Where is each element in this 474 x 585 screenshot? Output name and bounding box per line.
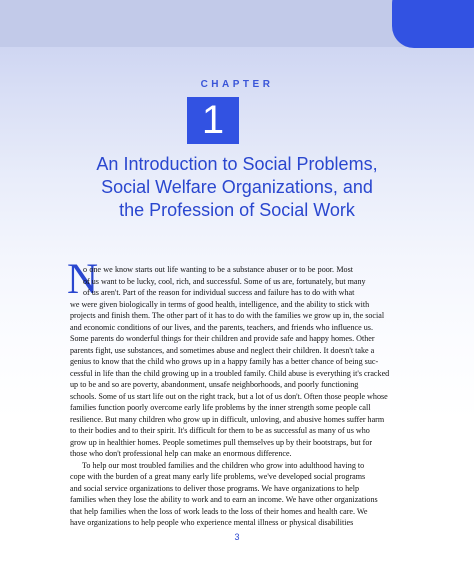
- chapter-title-line: Social Welfare Organizations, and: [101, 177, 373, 197]
- page-number: 3: [234, 532, 240, 542]
- body-line: cessful in life than the child growing up in a troubled family. Child abuse is everything it's cracked: [70, 368, 390, 378]
- chapter-title: [30, 153, 444, 222]
- body-line: have organizations to help people who experience mental illness or physical disabilities: [70, 518, 354, 527]
- body-text: [70, 264, 390, 529]
- body-line: of us aren't. Part of the reason for individual success and failure has to do with what: [83, 288, 355, 297]
- body-line: o one we know starts out life wanting to be a substance abuser or to be poor. Most: [83, 265, 353, 274]
- body-line: and social service organizations to deliver those programs. We have organizations to help: [70, 483, 360, 493]
- body-line: Some parents do wonderful things for their children and provide safe and happy homes. Other: [70, 334, 375, 343]
- body-line: resilience. But many children who grow up in difficult, unloving, and abusive homes suffer harm: [70, 414, 385, 424]
- chapter-title-line: An Introduction to Social Problems,: [96, 154, 378, 174]
- chapter-title-line: the Profession of Social Work: [119, 200, 355, 220]
- body-line: and economic conditions of our lives, and the parents, teachers, and friends who influence us.: [70, 322, 373, 332]
- body-line: that help families when the loss of work leads to the loss of their homes and health care. We: [70, 506, 368, 516]
- body-line: schools. Some of us start life out on the right track, but a lot of us don't. Often those people whose: [70, 391, 388, 401]
- body-line: projects and finish them. The other part of it has to do with the families we grow up in, the social: [70, 311, 385, 320]
- body-line: genius to know that the child who grows up in a happy family has a better chance of being suc-: [70, 357, 379, 366]
- body-line: those who don't professional help can make an enormous difference.: [70, 449, 292, 458]
- body-line: up to be and so are poverty, abandonment, unsafe neighborhoods, and poorly functioning: [70, 380, 359, 389]
- corner-tab-decoration: [392, 0, 474, 48]
- body-line: grow up in healthier homes. People sometimes pull themselves up by their bootstraps, but for: [70, 437, 373, 447]
- body-line: to their bodies and to their spirit. It's difficult for them to be as successful as many of us who: [70, 426, 370, 435]
- drop-cap: N: [67, 256, 99, 303]
- body-line: families function poorly overcome early life problems by the inner strength some people call: [70, 403, 371, 412]
- chapter-label: CHAPTER: [200, 79, 274, 90]
- body-line: parents fight, use substances, and sometimes abuse and neglect their children. It doesn't take a: [70, 345, 375, 355]
- body-line: cope with the burden of a great many early life problems, we've developed social programs: [70, 472, 366, 481]
- body-line: families when they lose the ability to work and to earn an income. We have other organizations: [70, 495, 378, 504]
- body-line: To help our most troubled families and the children who grow into adulthood having to: [82, 460, 365, 470]
- chapter-number-box: 1: [187, 97, 239, 144]
- body-line: of us want to be lucky, cool, rich, and successful. Some of us are, fortunately, but many: [83, 276, 366, 286]
- body-line: we were given biologically in terms of good health, intelligence, and the ability to stick with: [70, 299, 370, 309]
